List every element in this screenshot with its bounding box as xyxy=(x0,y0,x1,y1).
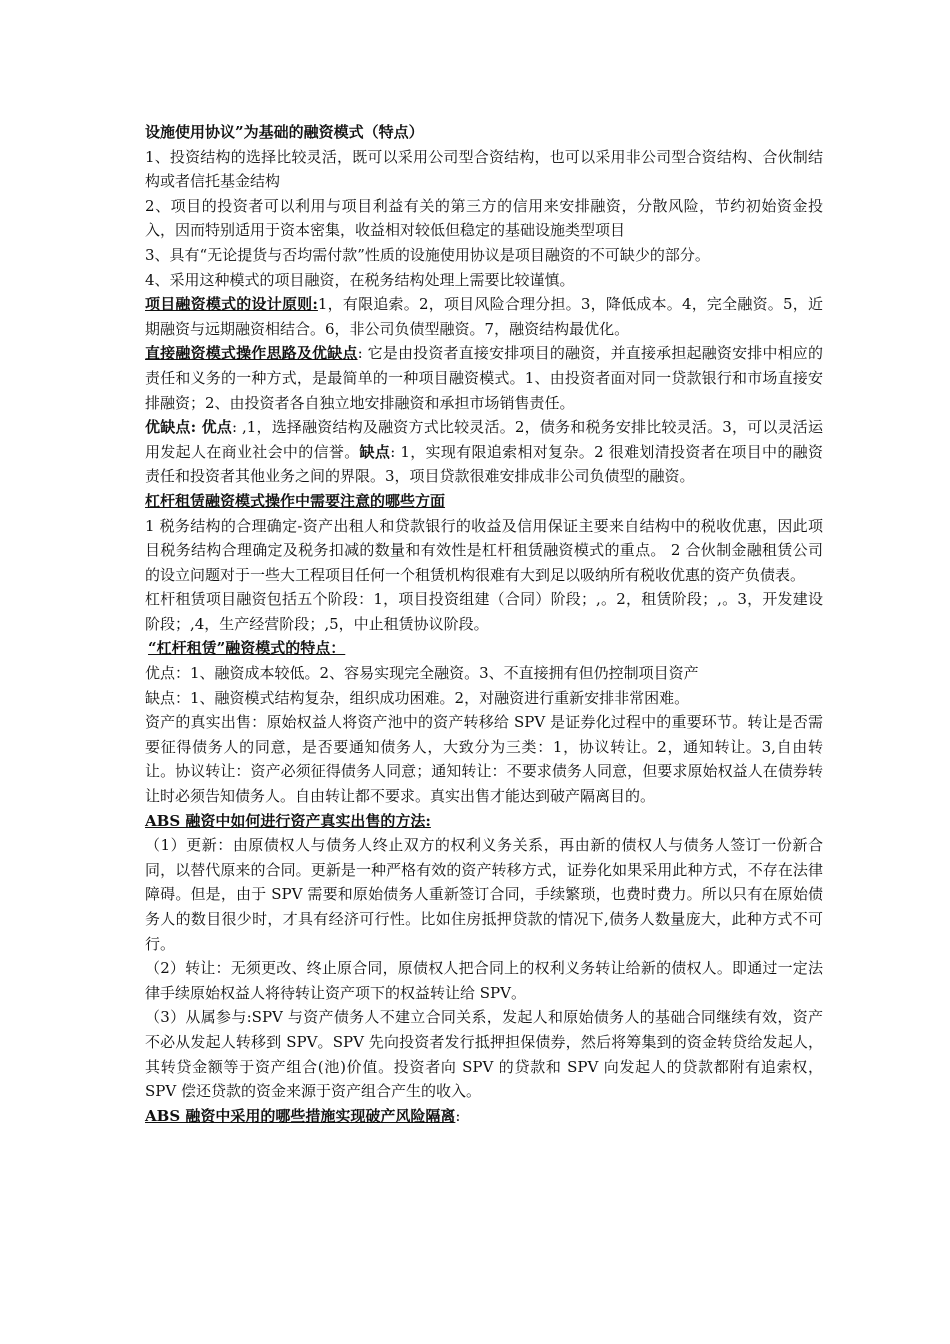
abs-isolation-paragraph xyxy=(145,1104,823,1129)
cons-label: 缺点 xyxy=(359,442,391,461)
direct-financing-text: : 它是由投资者直接安排项目的融资，并直接承担起融资安排中相应的责任和义务的一种方式，是最简单的一种项目融资模式。1、由投资者面对同一贷款银行和市场直接安排融资；2、由投资者各自独立地安排融资和承担市场销售责任。 xyxy=(145,344,823,412)
abs-sale-method-1: （1）更新：由原债权人与债务人终止双方的权利义务关系，再由新的债权人与债务人签订一份新合同，以替代原来的合同。更新是一种严格有效的资产转移方式，证券化如果采用此种方式，不存在法律障碍。但是，由于 SPV 需要和原始债务人重新签订合同，手续繁琐，也费时费力。所以只有在原始债务人的数目很少时，才具有经济可行性。比如住房抵押贷款的情况下,债务人数量庞大，此种方式不可行。 xyxy=(145,836,823,953)
document-body xyxy=(145,120,823,1128)
section-title: 设施使用协议”为基础的融资模式（特点） xyxy=(145,123,424,141)
facility-point-1: 1、投资结构的选择比较灵活，既可以采用公司型合资结构，也可以采用非公司型合资结构、合伙制结构或者信托基金结构 xyxy=(145,147,823,191)
leverage-cons: 缺点：1、融资模式结构复杂，组织成功困难。2，对融资进行重新安排非常困难。 xyxy=(145,688,690,707)
cons-text: : 1，实现有限追索相对复杂。2 很难划清投资者在项目中的融资责任和投资者其他业务之间的界限。3，项目贷款很难安排成非公司负债型的融资。 xyxy=(145,442,823,486)
principles-text: 1，有限追索。2，项目风险合理分担。3，降低成本。4，完全融资。5，近期融资与远期融资相结合。6，非公司负债型融资。7，融资结构最优化。 xyxy=(145,295,823,338)
abs-sale-method-2: （2）转让：无须更改、终止原合同，原债权人把合同上的权利义务转让给新的债权人。即通过一定法律手续原始权益人将待转让资产项下的权益转让给 SPV。 xyxy=(145,959,823,1002)
pros-text: : ,1，选择融资结构及融资方式比较灵活。2，债务和税务安排比较灵活。3，可以灵活运用发起人在商业社会中的信誉。 xyxy=(145,418,823,461)
direct-financing-paragraph xyxy=(145,341,823,415)
leverage-heading: 杠杆租赁融资模式操作中需要注意的哪些方面 xyxy=(145,491,446,510)
true-sale-paragraph: 资产的真实出售：原始权益人将资产池中的资产转移给 SPV 是证券化过程中的重要环节。转让是否需要征得债务人的同意，是否要通知债务人，大致分为三类：1，协议转让。2，通知转让。3,自由转让。协议转让：资产必须征得债务人同意；通知转让：不要求债务人同意，但要求原始权益人在债券转让时必须告知债务人。自由转让都不要求。真实出售才能达到破产隔离目的。 xyxy=(145,713,823,806)
facility-point-3: 3、具有“无论提货与否均需付款”性质的设施使用协议是项目融资的不可缺少的部分。 xyxy=(145,245,710,264)
abs-isolation-suffix: : xyxy=(455,1106,461,1125)
pros-cons-label: 优缺点 xyxy=(145,418,191,437)
pros-cons-paragraph xyxy=(145,415,823,489)
facility-point-4: 4、采用这种模式的项目融资，在税务结构处理上需要比较谨慎。 xyxy=(145,270,575,289)
abs-sale-method-3: （3）从属参与:SPV 与资产债务人不建立合同关系，发起人和原始债务人的基础合同继续有效，资产不必从发起人转移到 SPV。SPV 先向投资者发行抵押担保债券，然后将筹集到的资金转贷给发起人，其转贷金额等于资产组合(池)价值。投资者向 SPV 的贷款和 SPV 向发起人的贷款都附有追索权，SPV 偿还贷款的资金来源于资产组合产生的收入。 xyxy=(145,1008,823,1101)
pros-label: : 优点 xyxy=(190,418,232,437)
abs-isolation-heading: ABS 融资中采用的哪些措施实现破产风险隔离 xyxy=(145,1106,456,1125)
leverage-text: 1 税务结构的合理确定-资产出租人和贷款银行的收益及信用保证主要来自结构中的税收优惠，因此项目税务结构合理确定及税务扣减的数量和有效性是杠杆租赁融资模式的重点。 2 合伙制金融租赁公司的设立问题对于一些大工程项目任何一个租赁机构很难有大到足以吸纳所有税收优惠的资产负债表。 xyxy=(145,516,823,584)
abs-sale-heading: ABS 融资中如何进行资产真实出售的方法: xyxy=(145,811,431,830)
leverage-features-heading: “杠杆租赁”融资模式的特点： xyxy=(148,639,346,658)
leverage-stages: 杠杆租赁项目融资包括五个阶段：1，项目投资组建（合同）阶段；,。2，租赁阶段；,。3，开发建设阶段；,4，生产经营阶段；,5，中止租赁协议阶段。 xyxy=(145,590,823,633)
principles-heading: 项目融资模式的设计原则: xyxy=(145,295,318,314)
facility-point-2: 2、项目的投资者可以利用与项目利益有关的第三方的信用来安排融资，分散风险，节约初始资金投入，因而特别适用于资本密集，收益相对较低但稳定的基础设施类型项目 xyxy=(145,196,823,240)
leverage-features-heading-row xyxy=(145,636,823,661)
principles-paragraph xyxy=(145,292,823,341)
direct-financing-heading: 直接融资模式操作思路及优缺点 xyxy=(145,344,358,363)
leverage-pros: 优点：1、融资成本较低。2、容易实现完全融资。3、不直接拥有但仍控制项目资产 xyxy=(145,664,699,683)
